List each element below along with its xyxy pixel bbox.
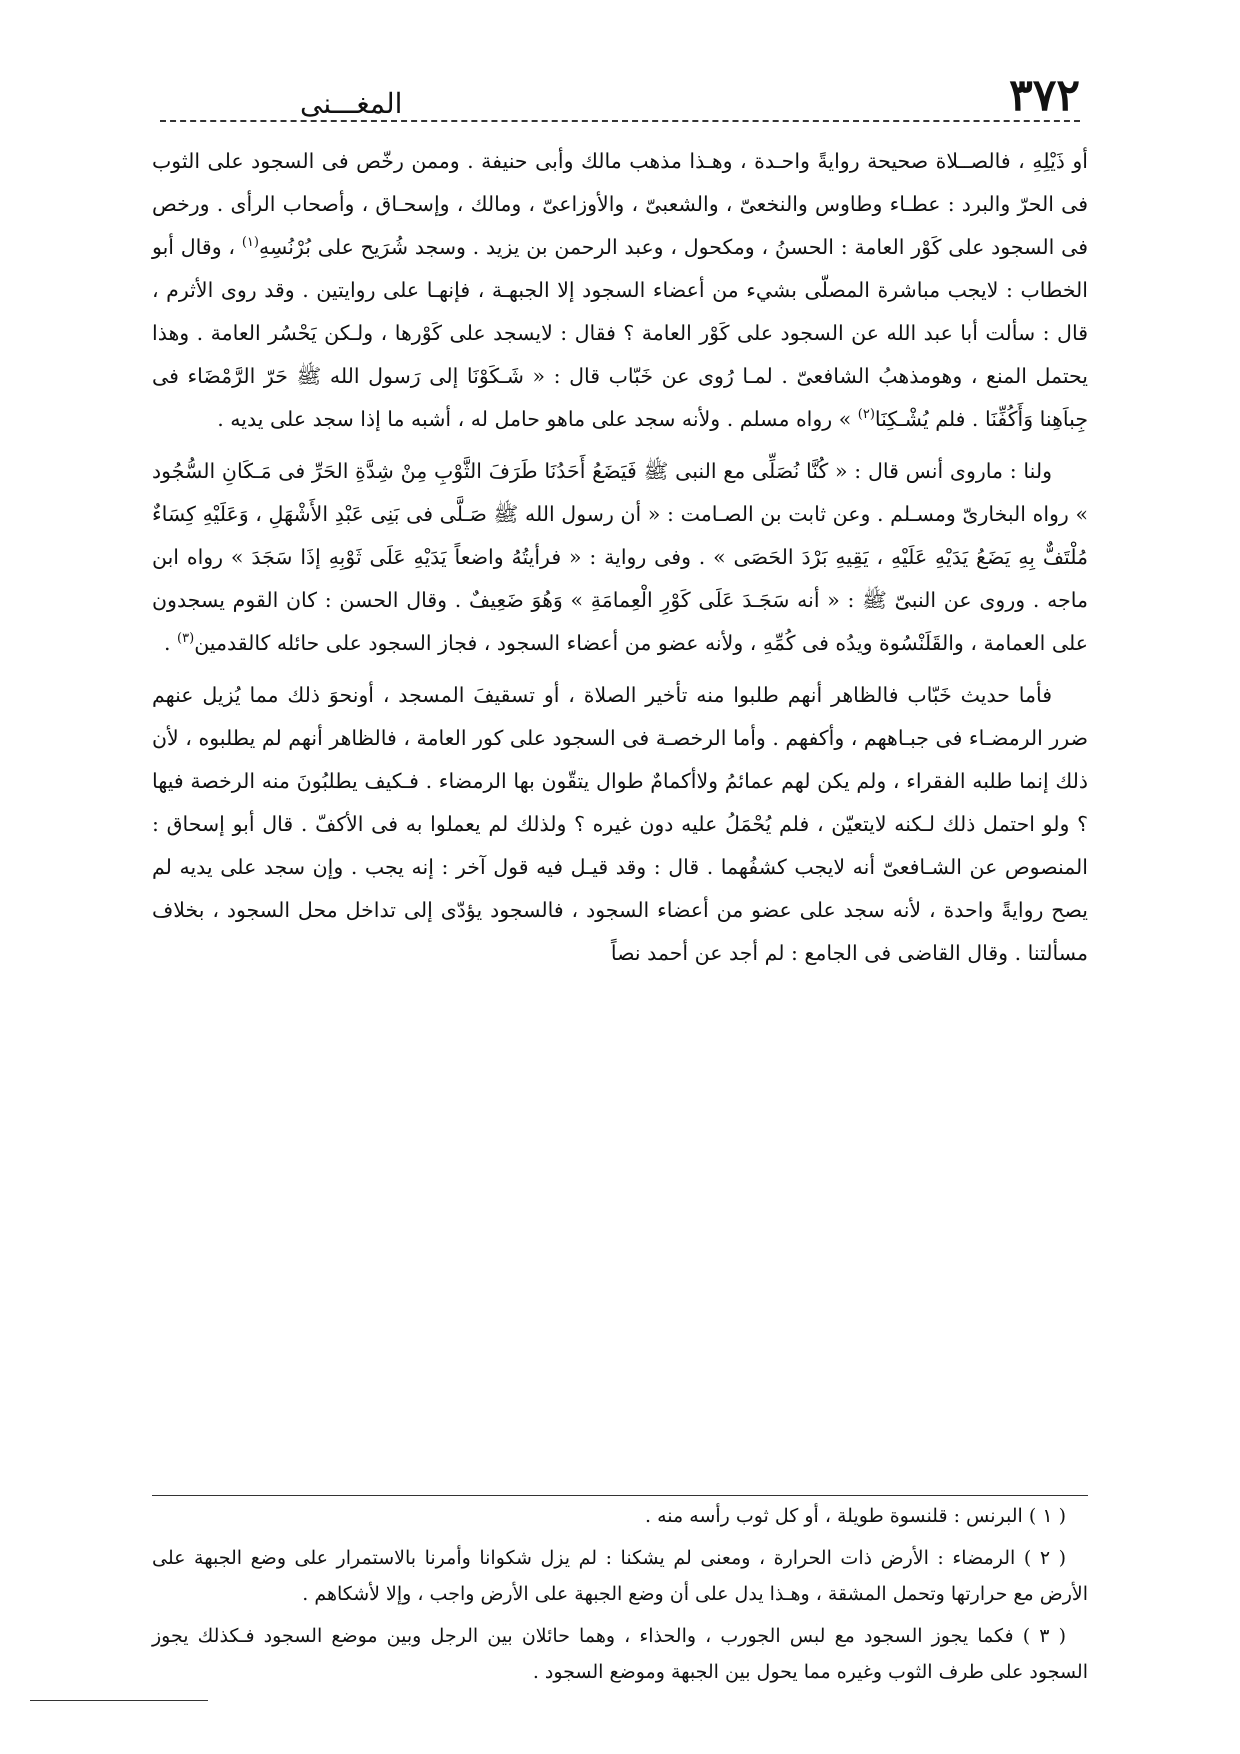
footnotes — [152, 1498, 1088, 1696]
footnote-3: ( ٣ ) فكما يجوز السجود مع لبس الجورب ، والحذاء ، وهما حائلان بين الرجل وبين موضع السجود فـكذلك يجوز السجود على طرف الثوب وغيره مما يحول بين الجبهة وموضع السجود . — [152, 1625, 1088, 1683]
paragraph-3: فأما حديث خَبّاب فالظاهر أنهم طلبوا منه تأخير الصلاة ، أو تسقيفَ المسجد ، أونحوَ ذلك مما يُزيل عنهم ضرر الرمضـاء فى جبـاههم ، وأكفهم . وأما الرخصـة فى السجود على كور العامة ، فالظاهر أنهم لم يطلبوه ، لأن ذلك إنما طلبه الفقراء ، ولم يكن لهم عمائمُ ولاأكمامٌ طوال يتقّون بها الرمضاء . فـكيف يطلبُونَ منه الرخصة فيها ؟ ولو احتمل ذلك لـكنه لايتعيّن ، فلم يُحْمَلُ عليه دون غيره ؟ ولذلك لم يعملوا به فى الأكفّ . قال أبو إسحاق : المنصوص عن الشـافعىّ أنه لايجب كشفُهما . قال : وقد قيـل فيه قول آخر : إنه يجب . وإن سجد على يديه لم يصح روايةً واحدة ، لأنه سجد على عضو من أعضاء السجود ، فالسجود يؤدّى إلى تداخل محل السجود ، بخلاف مسألتنا . وقال القاضى فى الجامع : لم أجد عن أحمد نصاً — [152, 683, 1089, 965]
footnote-2: ( ٢ ) الرمضاء : الأرض ذات الحرارة ، ومعنى لم يشكنا : لم يزل شكوانا وأمرنا بالاستمرار على وضع الجبهة على الأرض مع حرارتها وتحمل المشقة ، وهـذا يدل على أن وضع الجبهة على الأرض واجب ، وإلا لأشكاهم . — [152, 1547, 1088, 1605]
footnote-divider — [152, 1495, 1088, 1496]
paragraph-1-cont: ، وقال أبو الخطاب : لايجب مباشرة المصلّى بشيء من أعضاء السجود إلا الجبهـة ، فإنهـا على روايتين . وقد روى الأثرم ، قال : سألت أبا عبد الله عن السجود على كَوْر العامة ؟ فقال : لايسجد على كَوْرها ، ولـكن يَحْسُر العامة . وهذا يحتمل المنع ، وهومذهبُ الشافعىّ . لمـا رُوى عن خَبّاب قال : « شَـكَوْنَا إلى رَسول الله ﷺ حَرّ الرَّمْضَاء فى جِباَهِنا وَأَكُفِّنَا . فلم يُشْـكِنَا — [152, 235, 1088, 431]
paragraph-1 — [152, 140, 1088, 441]
footnote-marker-2: (٢) — [857, 407, 875, 423]
page-header — [160, 58, 1080, 121]
paragraph-2 — [152, 450, 1088, 665]
footnote-marker-1: (١) — [241, 235, 259, 251]
main-text — [152, 140, 1088, 984]
paragraph-1-end: » رواه مسلم . ولأنه سجد على ماهو حامل له ، أشبه ما إذا سجد على يديه . — [217, 407, 852, 431]
page-number: ٣٧٢ — [1009, 70, 1080, 121]
running-title: المغـــنى — [300, 87, 403, 120]
paragraph-2-text: ولنا : ماروى أنس قال : « كُنَّا نُصَلِّى مع النبى ﷺ فَيَضَعُ أَحَدُنَا طَرَفَ الثَّوْبِ مِنْ شِدَّةِ الحَرِّ فى مَـكَانِ السُّجُود » رواه البخارىّ ومسـلم . وعن ثابت بن الصـامت : « أن رسول الله ﷺ صَـلَّى فى بَنِى عَبْدِ الأَشْهَلِ ، وَعَلَيْهِ كِسَاءٌ مُلْتَفٌّ بِهِ يَضَعُ يَدَيْهِ عَلَيْهِ ، يَقِيهِ بَرْدَ الحَصَى » . وفى رواية : « فرأيتُهُ واضعاً يَدَيْهِ عَلَى ثَوْبِهِ إذَا سَجَدَ » رواه ابن ماجه . وروى عن النبىّ ﷺ : « أنه سَجَـدَ عَلَى كَوْرِ الْعِمامَةِ » وَهُوَ ضَعِيفٌ . وقال الحسن : كان القوم يسجدون على العمامة ، والقَلَنْسُوة ويدُه فى كُمِّهِ ، ولأنه عضو من أعضاء السجود ، فجاز السجود على حائله كالقدمين — [152, 459, 1088, 655]
paragraph-1-text: أو ذَيْلِهِ ، فالصــلاة صحيحة روايةً واحـدة ، وهـذا مذهب مالك وأبى حنيفة . وممن رخّص فى السجود على الثوب فى الحرّ والبرد : عطـاء وطاوس والنخعىّ ، والشعبىّ ، والأوزاعىّ ، ومالك ، وإسحـاق ، وأصحاب الرأى . ورخص فى السجود على كَوْر العامة : الحسنُ ، ومكحول ، وعبد الرحمن بن يزيد . وسجد شُرَيح على بُرْنُسِهِ — [152, 149, 1088, 259]
paragraph-2-end: . — [163, 631, 171, 655]
footnote-marker-3: (٣) — [177, 631, 195, 647]
footnote-1: ( ١ ) البرنس : قلنسوة طويلة ، أو كل ثوب رأسه منه . — [645, 1505, 1066, 1527]
bottom-divider — [30, 1700, 208, 1701]
header-divider — [160, 120, 1080, 122]
